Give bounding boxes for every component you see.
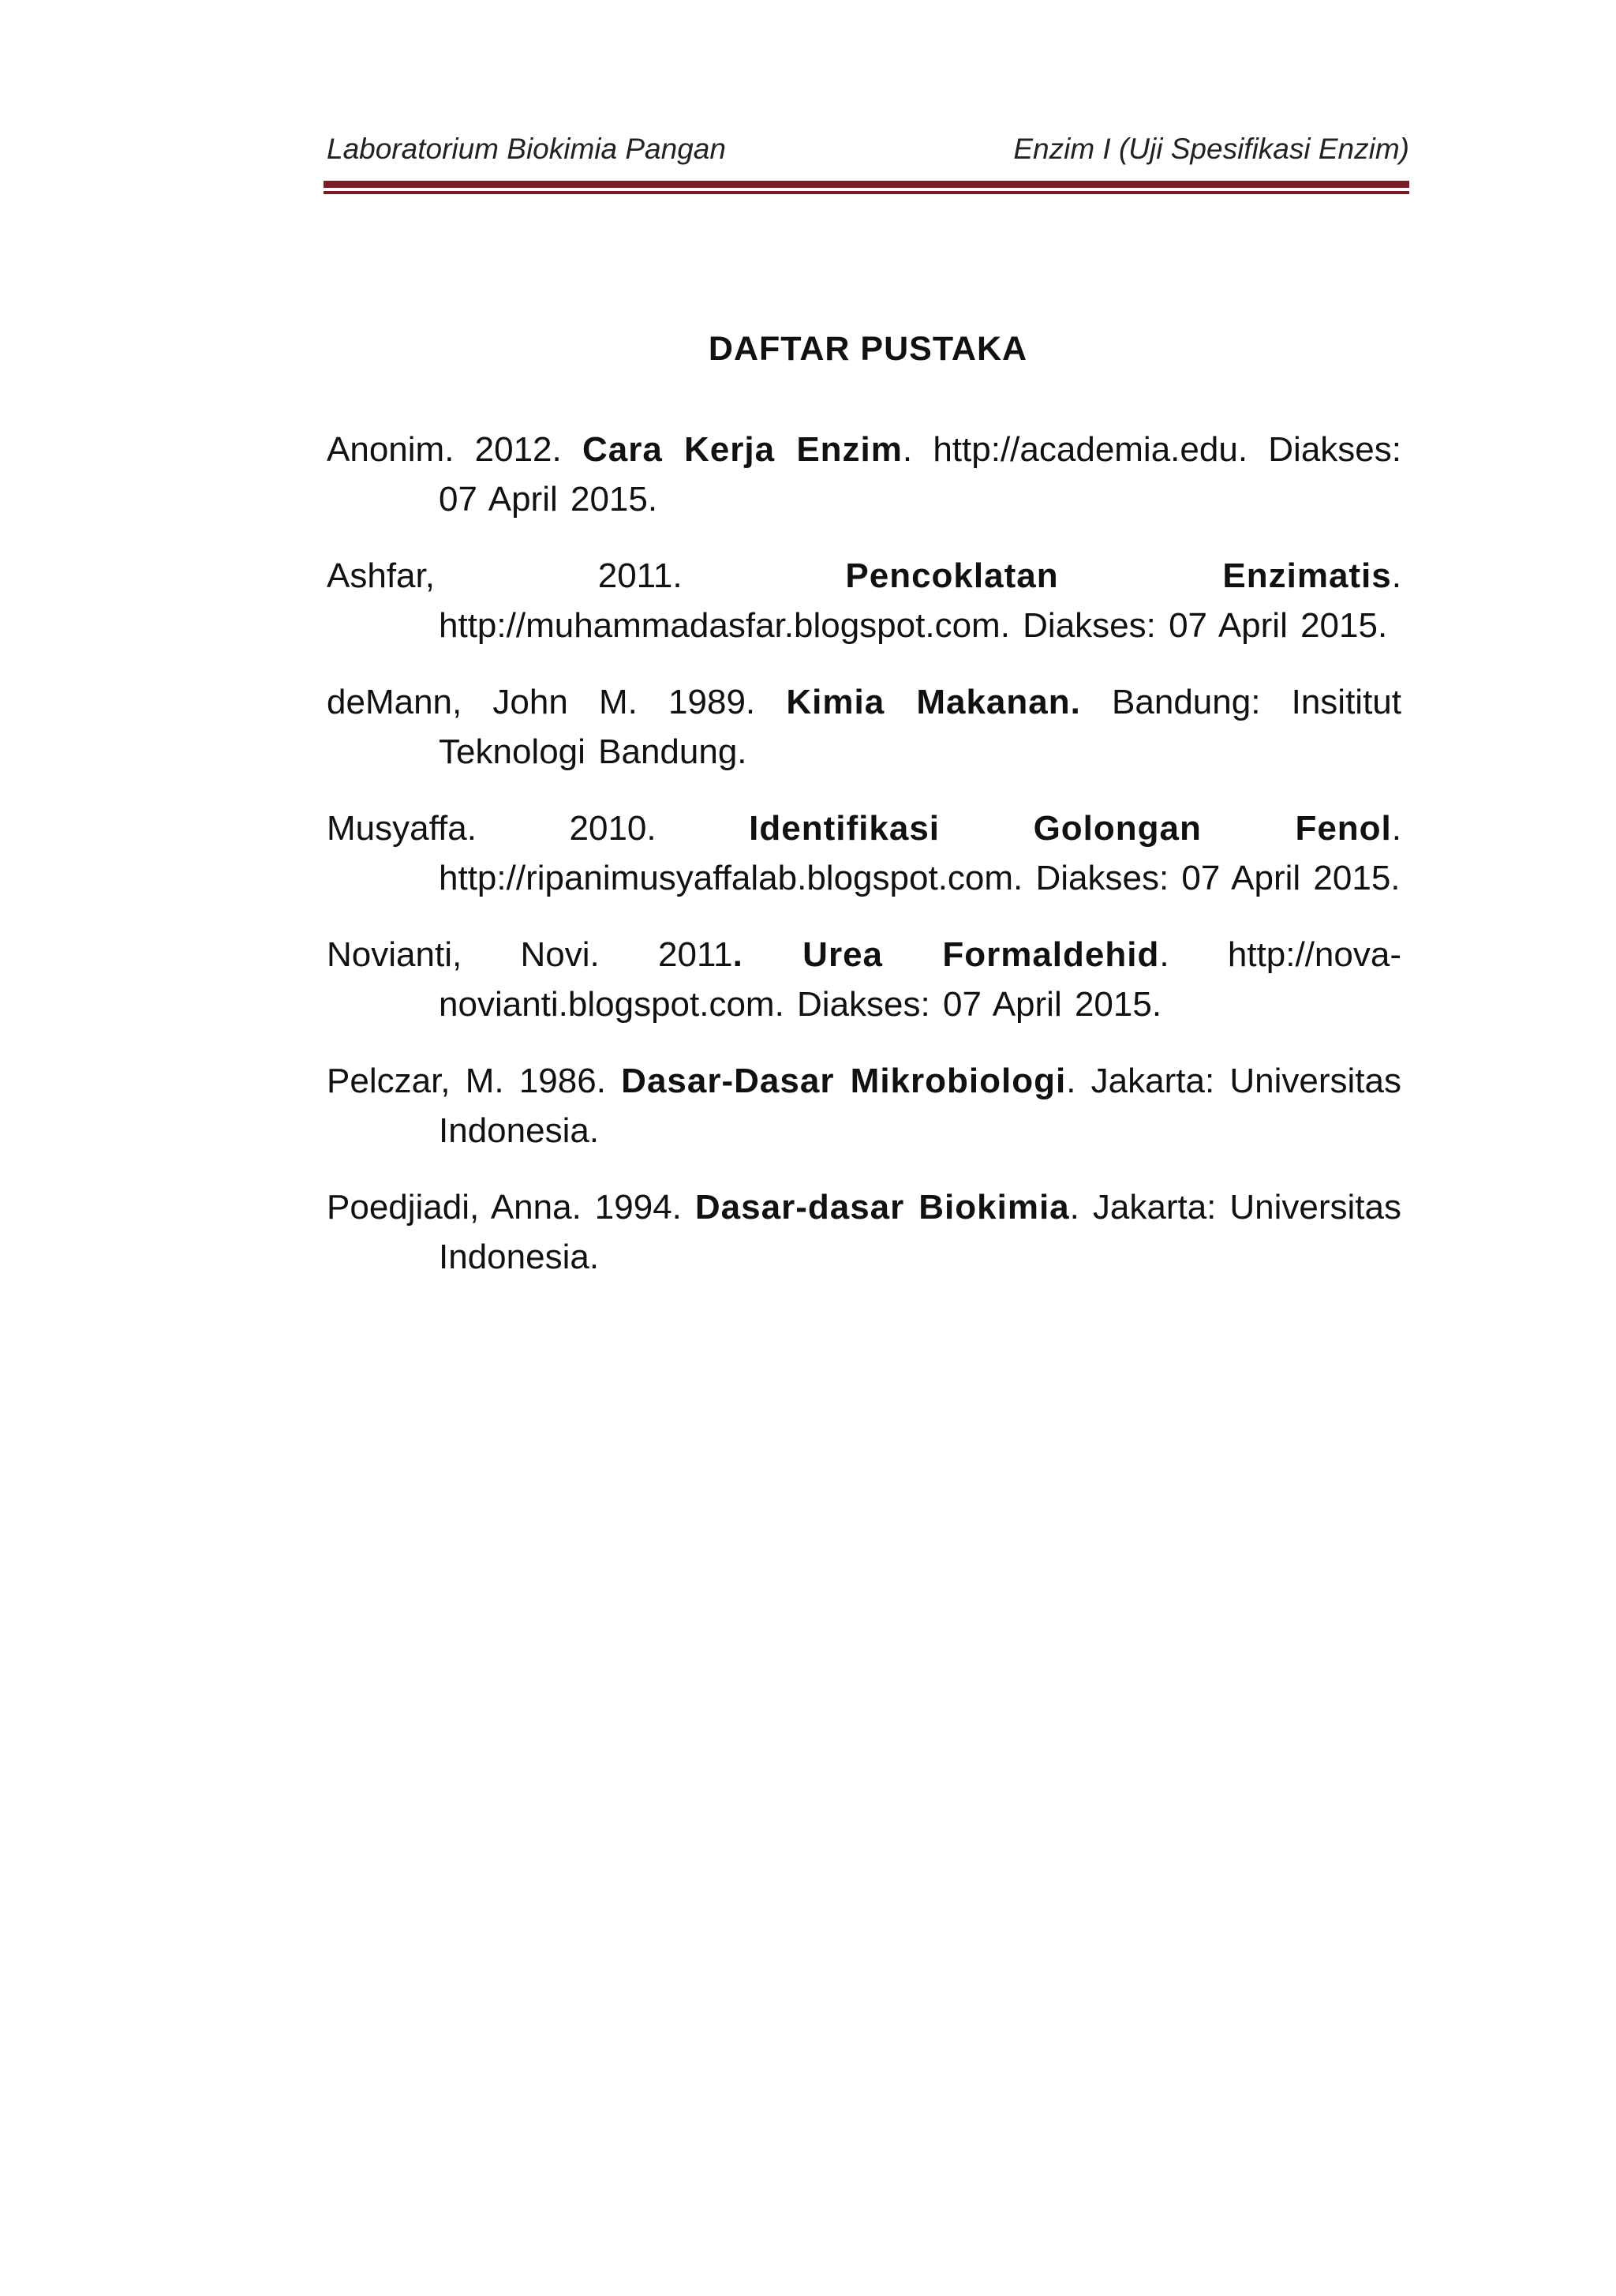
header-chapter-title: Enzim I (Uji Spesifikasi Enzim)	[1013, 133, 1409, 165]
reference-title: . Urea Formaldehid	[732, 935, 1160, 974]
header-rule-thin	[324, 191, 1409, 194]
reference-title: Pencoklatan Enzimatis	[845, 556, 1392, 595]
header-rule-thick	[324, 181, 1409, 188]
reference-entry	[327, 677, 1401, 777]
reference-title: Dasar-Dasar Mikrobiologi	[621, 1062, 1067, 1100]
reference-source: . http://ripanimusyaffalab.blogspot.com. Diakses: 07 April 2015.	[439, 809, 1401, 897]
reference-title: Dasar-dasar Biokimia	[694, 1188, 1070, 1227]
reference-entry	[327, 1182, 1401, 1282]
reference-source: . http://nova-novianti.blogspot.com. Diakses: 07 April 2015.	[439, 935, 1401, 1024]
reference-source: . Jakarta: Universitas Indonesia.	[439, 1188, 1401, 1276]
reference-entry	[327, 551, 1401, 650]
reference-author-year: Ashfar, 2011.	[327, 556, 846, 595]
reference-author-year: Anonim. 2012.	[327, 430, 582, 469]
reference-entry	[327, 930, 1401, 1029]
reference-title: Identifikasi Golongan Fenol	[749, 809, 1392, 848]
reference-entry	[327, 803, 1401, 903]
reference-entry	[327, 425, 1401, 524]
reference-author-year: Novianti, Novi. 2011	[327, 935, 733, 974]
reference-title: Cara Kerja Enzim	[582, 430, 903, 469]
reference-source: . http://muhammadasfar.blogspot.com. Diakses: 07 April 2015.	[439, 556, 1401, 645]
reference-source: . http://academia.edu. Diakses: 07 April 2015.	[439, 430, 1401, 519]
reference-author-year: Poedjiadi, Anna. 1994.	[327, 1188, 695, 1227]
header-lab-name: Laboratorium Biokimia Pangan	[327, 133, 726, 165]
reference-source: . Jakarta: Universitas Indonesia.	[439, 1062, 1402, 1150]
running-header	[327, 133, 1409, 169]
reference-title: Kimia Makanan.	[786, 683, 1081, 721]
page-title: DAFTAR PUSTAKA	[708, 330, 1028, 368]
reference-source: Bandung: Insititut Teknologi Bandung.	[439, 683, 1401, 771]
reference-list	[327, 425, 1401, 1309]
reference-entry	[327, 1056, 1401, 1155]
reference-author-year: deMann, John M. 1989.	[327, 683, 787, 721]
reference-author-year: Musyaffa. 2010.	[327, 809, 750, 848]
reference-author-year: Pelczar, M. 1986.	[327, 1062, 622, 1100]
